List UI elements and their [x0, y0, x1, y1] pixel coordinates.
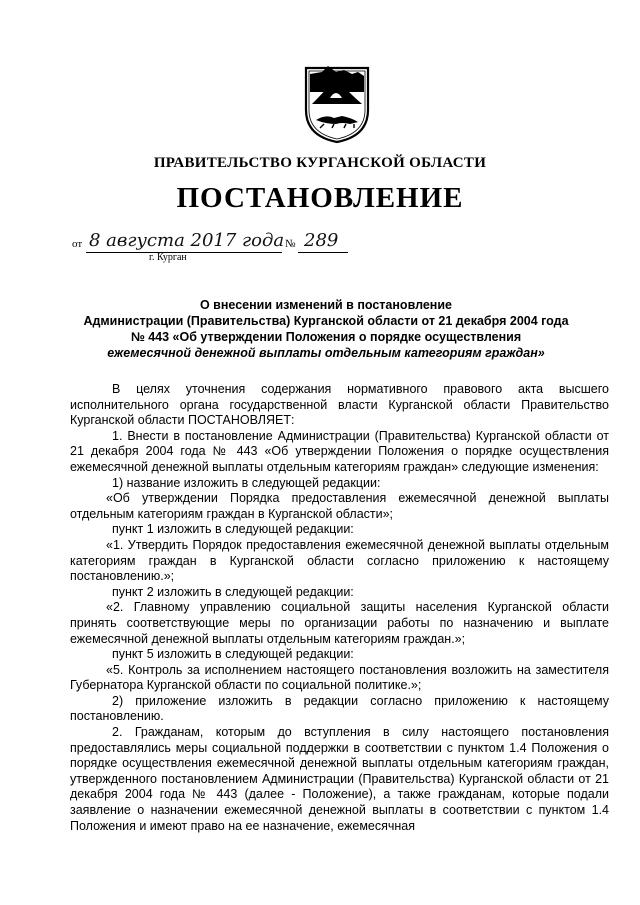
body-paragraph: «1. Утвердить Порядок предоставления ежемесячной денежной выплаты отдельным категориям граждан в Курганской области согласно приложению к настоящему постановлению.»; — [70, 537, 609, 584]
handwritten-date: 8 августа 2017 года — [89, 230, 285, 251]
document-body — [70, 382, 609, 834]
kurgan-coat-of-arms-emblem — [302, 62, 372, 144]
body-paragraph: 2) приложение изложить в редакции согласно приложению к настоящему постановлению. — [70, 693, 609, 724]
subject-line: № 443 «Об утверждении Положения о порядке осуществления — [130, 330, 522, 344]
subject-line: О внесении изменений в постановление — [199, 298, 452, 312]
date-number-line — [72, 230, 372, 270]
document-subject — [70, 297, 582, 361]
subject-line: Администрации (Правительства) Курганской области от 21 декабря 2004 года — [83, 314, 569, 328]
body-paragraph: 2. Гражданам, которым до вступления в силу настоящего постановления предоставлялись меры социальной поддержки в соответствии с пунктом 1.4 Положения о порядке осуществления ежемесячной денежной выплаты отдельным категориям граждан, утвержденного постановлением Администрации (Правительства) Курганской области от 21 декабря 2004 года № 443 (далее - Положение), а также гражданам, которые подали заявление о назначении ежемесячной денежной выплаты в соответствии с пунктом 1.4 Положения и имеют право на ее назначение, ежемесячная — [70, 725, 609, 833]
subject-line: ежемесячной денежной выплаты отдельным категориям граждан» — [107, 346, 545, 360]
body-paragraph: «5. Контроль за исполнением настоящего постановления возложить на заместителя Губернатора Курганской области по социальной политике.»; — [70, 662, 609, 693]
body-paragraph: «2. Главному управлению социальной защиты населения Курганской области принять соответствующие меры по организации работы по назначению и выплате ежемесячной денежной выплаты отдельным категориям граждан.»; — [70, 600, 609, 646]
from-label: от — [72, 238, 83, 250]
body-paragraph: пункт 5 изложить в следующей редакции: — [112, 647, 354, 662]
handwritten-number: 289 — [304, 230, 339, 251]
body-paragraph: В целях уточнения содержания нормативного правового акта высшего исполнительного органа государственной власти Курганской области Правительство Курганской области ПОСТАНОВЛЯЕТ: — [70, 382, 609, 428]
body-paragraph: пункт 2 изложить в следующей редакции: — [112, 584, 354, 599]
body-paragraph: 1. Внести в постановление Администрации (Правительства) Курганской области от 21 декабря 2004 года № 443 «Об утверждении Положения о порядке осуществления ежемесячной денежной выплаты отдельным категориям граждан» следующие изменения: — [70, 428, 609, 474]
city-label: г. Курган — [149, 252, 187, 263]
number-underline — [298, 252, 348, 253]
body-paragraph: «Об утверждении Порядка предоставления ежемесячной денежной выплаты отдельным категориям граждан в Курганской области»; — [70, 491, 609, 521]
government-title: ПРАВИТЕЛЬСТВО КУРГАНСКОЙ ОБЛАСТИ — [153, 155, 487, 171]
body-paragraph: 1) название изложить в следующей редакции: — [112, 475, 381, 490]
document-type-title: ПОСТАНОВЛЕНИЕ — [176, 182, 464, 214]
number-label: № — [285, 238, 296, 250]
body-paragraph: пункт 1 изложить в следующей редакции: — [112, 522, 354, 537]
